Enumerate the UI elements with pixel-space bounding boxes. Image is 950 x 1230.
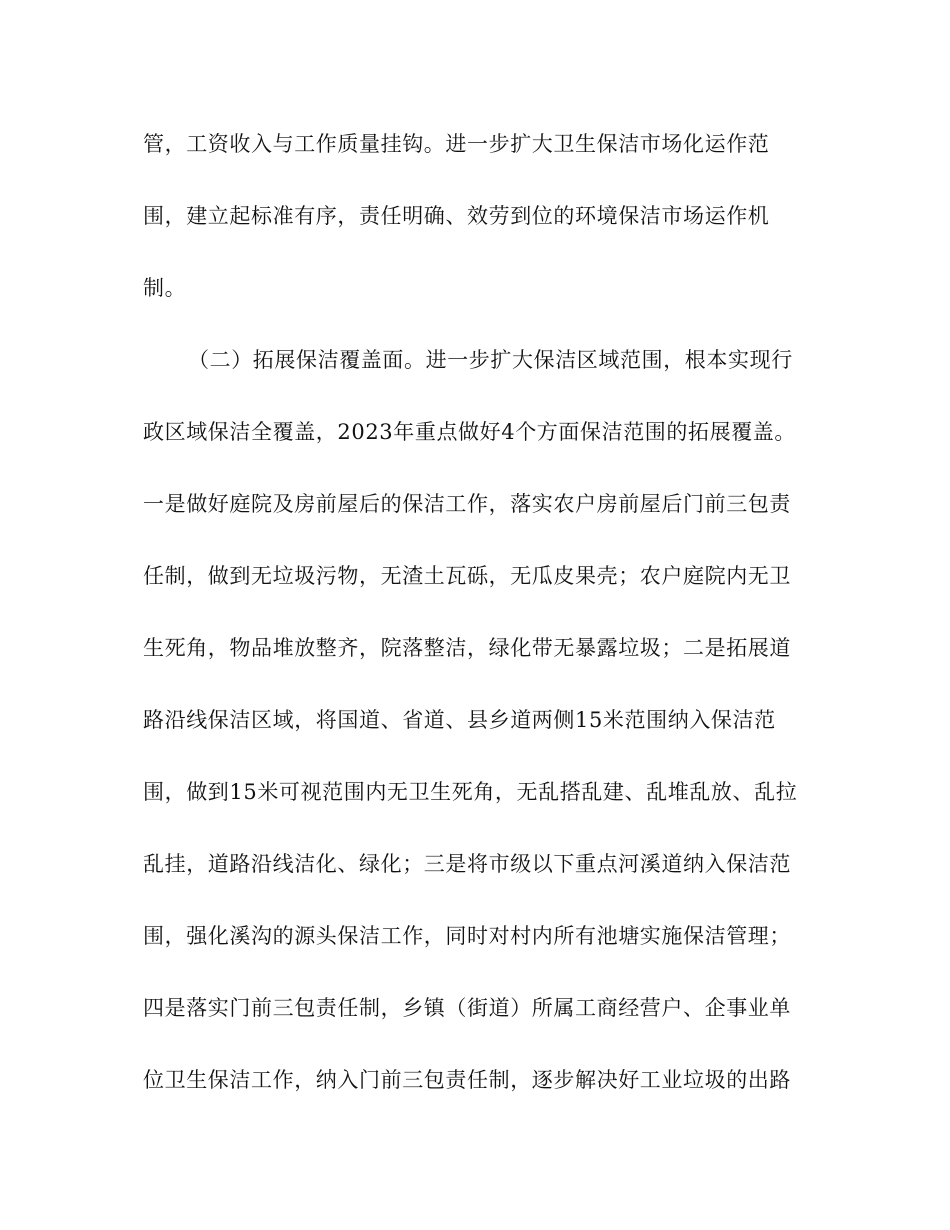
text-line: 路沿线保洁区域，将国道、省道、县乡道两侧15米范围纳入保洁范 — [143, 708, 776, 732]
text-line: 制。 — [143, 276, 187, 300]
text-line: 围，强化溪沟的源头保洁工作，同时对村内所有池塘实施保洁管理； — [143, 924, 791, 948]
text-line: 乱挂，道路沿线洁化、绿化；三是将市级以下重点河溪道纳入保洁范 — [143, 852, 791, 876]
text-line: 围，建立起标准有序，责任明确、效劳到位的环境保洁市场运作机 — [143, 204, 770, 228]
text-line: 政区域保洁全覆盖，2023年重点做好4个方面保洁范围的拓展覆盖。 — [143, 420, 797, 444]
text-line: 管，工资收入与工作质量挂钩。进一步扩大卫生保洁市场化运作范 — [143, 132, 770, 156]
text-line: 围，做到15米可视范围内无卫生死角，无乱搭乱建、乱堆乱放、乱拉 — [143, 780, 798, 804]
text-line: 四是落实门前三包责任制，乡镇（街道）所属工商经营户、企事业单 — [143, 996, 791, 1020]
text-line: 生死角，物品堆放整齐，院落整洁，绿化带无暴露垃圾；二是拓展道 — [143, 636, 791, 660]
paragraph-heading-line: （二）拓展保洁覆盖面。进一步扩大保洁区域范围，根本实现行 — [188, 348, 793, 372]
text-line: 位卫生保洁工作，纳入门前三包责任制，逐步解决好工业垃圾的出路 — [143, 1068, 791, 1092]
text-line: 任制，做到无垃圾污物，无渣土瓦砾，无瓜皮果壳；农户庭院内无卫 — [143, 564, 791, 588]
text-line: 一是做好庭院及房前屋后的保洁工作，落实农户房前屋后门前三包责 — [143, 492, 791, 516]
